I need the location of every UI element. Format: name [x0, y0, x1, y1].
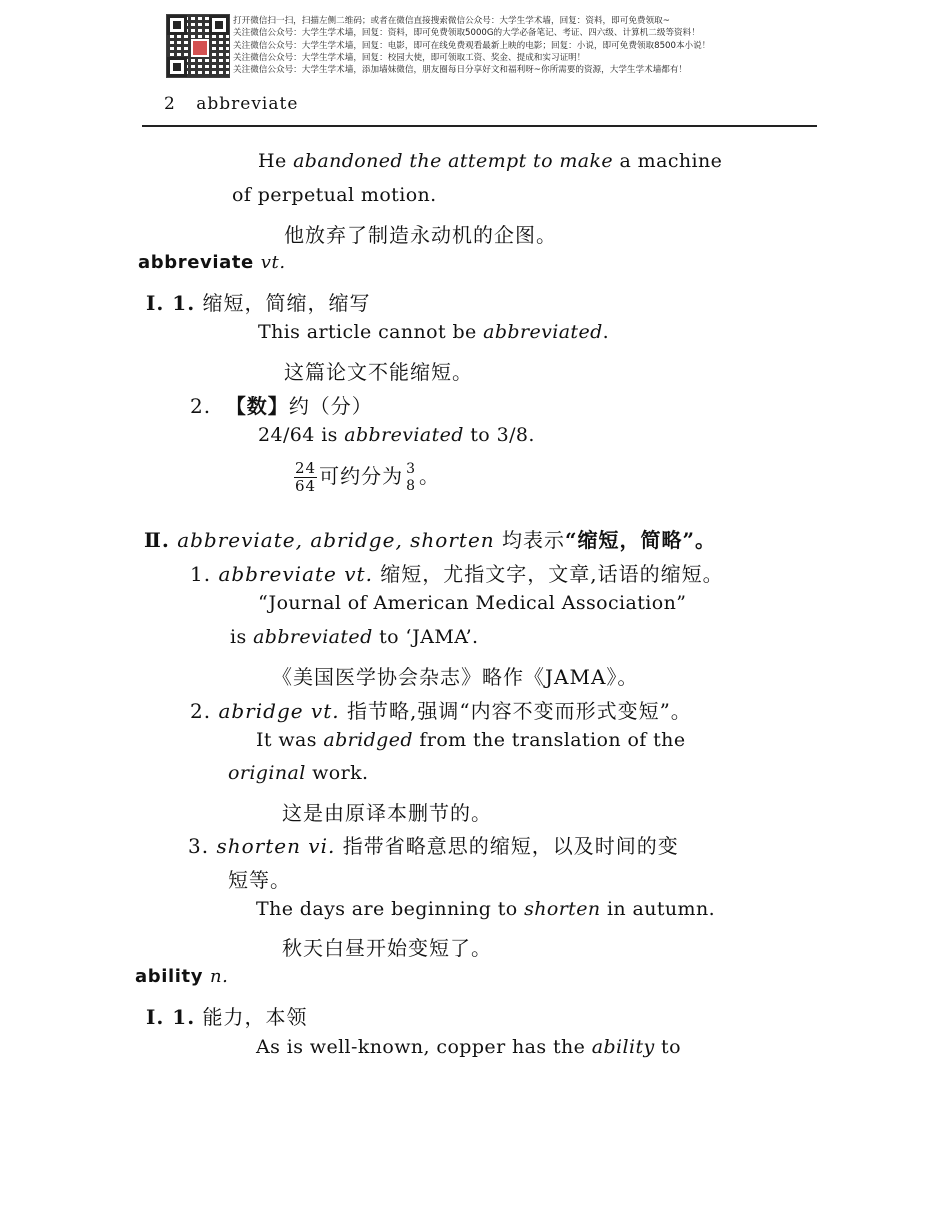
notice-line: 关注微信公众号：大学生学术墙，回复：校园大使，即可领取工资、奖金、提成和实习证明！ [233, 52, 586, 63]
notice-line: 关注微信公众号：大学生学术墙，回复：资料，即可免费领取5000G的大学必备笔记、考证、四六级、计算机二级等资料！ [233, 28, 700, 39]
example-sentence: He abandoned the attempt to make a machine [258, 150, 723, 172]
example-translation: 秋天白昼开始变短了。 [282, 936, 492, 960]
example-translation: 这是由原译本删节的。 [282, 801, 492, 825]
header-rule [142, 125, 817, 127]
example-sentence: original work. [228, 762, 369, 784]
running-head [164, 94, 298, 114]
example-translation: 这篇论文不能缩短。 [284, 360, 473, 384]
example-sentence: This article cannot be abbreviated. [258, 321, 610, 343]
example-sentence: As is well-known, copper has the ability to [256, 1036, 681, 1058]
running-head-word: abbreviate [196, 94, 299, 114]
example-sentence: of perpetual motion. [232, 184, 437, 206]
synonym-item: 1. abbreviate vt. 缩短，尤指文字，文章,话语的缩短。 [190, 562, 724, 586]
example-sentence: It was abridged from the translation of the [256, 729, 686, 751]
notice-line: 关注微信公众号：大学生学术墙，回复：电影，即可在线免费观看最新上映的电影；回复：小说，即可免费领取8500本小说！ [233, 40, 711, 51]
notice-line: 关注微信公众号：大学生学术墙，添加墙妹微信，朋友圈每日分享好文和福利呀~你所需要的资源，大学生学术墙都有！ [233, 65, 688, 76]
notice-line: 打开微信扫一扫，扫描左侧二维码；或者在微信直接搜索微信公众号：大学生学术墙，回复：资料，即可免费领取~ [233, 16, 670, 26]
example-sentence: The days are beginning to shorten in autumn. [256, 898, 716, 920]
synonym-item-continued: 短等。 [228, 868, 291, 892]
example-sentence: “Journal of American Medical Association” [258, 592, 687, 614]
headword-abbreviate: abbreviate vt. [138, 252, 286, 273]
example-sentence: is abbreviated to ‘JAMA’. [230, 626, 479, 648]
qr-code [166, 14, 230, 78]
sense-definition: 2. 【数】约（分） [190, 394, 373, 418]
page-number: 2 [164, 94, 176, 114]
sense-definition: Ⅰ. 1. 缩短，简缩，缩写 [146, 291, 371, 315]
example-translation: $\frac{24}{64}$ 可约分为 3 8 。 [295, 459, 441, 495]
example-translation: 《美国医学协会杂志》略作《JAMA》。 [272, 665, 639, 689]
sense-definition: Ⅰ. 1. 能力，本领 [146, 1005, 308, 1029]
example-sentence: 24/64 is abbreviated to 3/8. [258, 424, 535, 446]
synonym-item: 3. shorten vi. 指带省略意思的缩短，以及时间的变 [188, 834, 679, 858]
synonym-note: Ⅱ. abbreviate, abridge, shorten 均表示“缩短，简略”。 [144, 528, 717, 552]
synonym-item: 2. abridge vt. 指节略,强调“内容不变而形式变短”。 [190, 699, 692, 723]
fraction: $\frac{24}{64}$ [295, 459, 317, 495]
promo-notice [233, 15, 710, 76]
fraction: 3 8 [406, 460, 417, 494]
example-translation: 他放弃了制造永动机的企图。 [284, 223, 557, 247]
headword-ability: ability n. [135, 966, 229, 987]
